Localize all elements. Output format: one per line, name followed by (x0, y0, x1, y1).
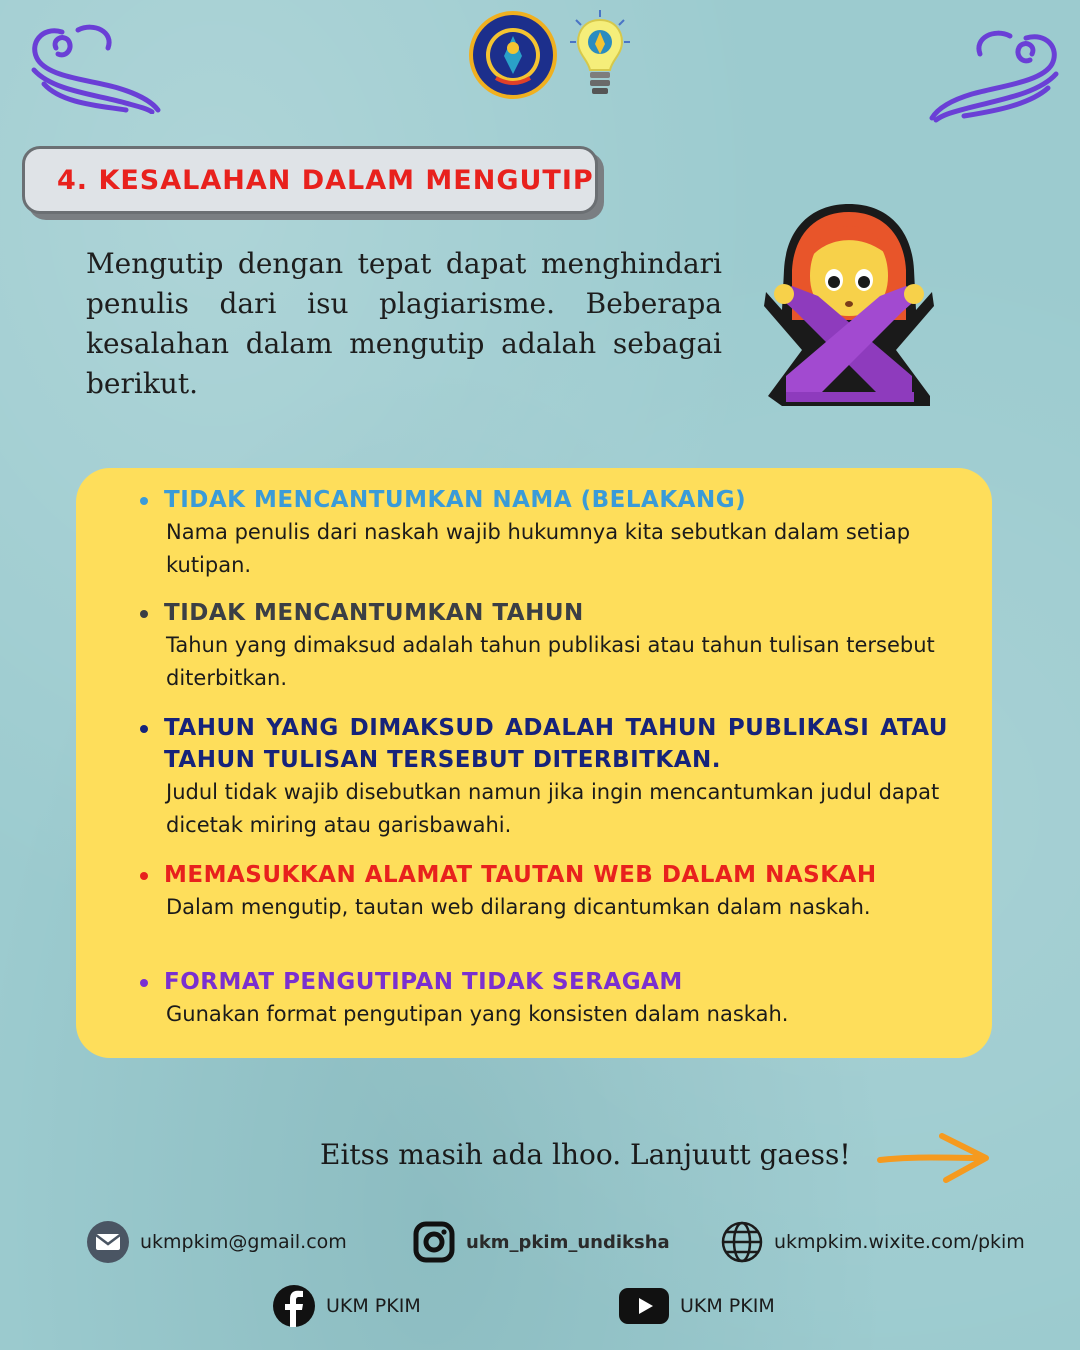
arrow-right-icon[interactable] (876, 1130, 994, 1186)
university-seal-icon (466, 8, 560, 102)
bullet-dot (140, 725, 148, 733)
contact-facebook[interactable] (272, 1284, 421, 1328)
swirl-decoration-left (22, 18, 164, 114)
list-item (138, 712, 948, 842)
list-item (138, 966, 948, 1031)
item-body: Judul tidak wajib disebutkan namun jika ingin mencantumkan judul dapat dicetak miring atau garisbawahi. (166, 780, 940, 837)
intro-paragraph: Mengutip dengan tepat dapat menghindari penulis dari isu plagiarisme. Beberapa kesalahan dalam mengutip adalah sebagai berikut. (86, 247, 722, 400)
globe-icon (720, 1220, 764, 1264)
contact-youtube[interactable] (618, 1284, 775, 1328)
bullet-dot (140, 497, 148, 505)
bullet-dot (140, 610, 148, 618)
item-heading: TAHUN YANG DIMAKSUD ADALAH TAHUN PUBLIKASI ATAU TAHUN TULISAN TERSEBUT DITERBITKAN. (164, 715, 948, 773)
person-gesturing-no-icon (762, 200, 936, 408)
website-url: ukmpkim.wixite.com/pkim (774, 1231, 1025, 1253)
header-logos (466, 8, 632, 102)
contact-website[interactable] (720, 1220, 1025, 1264)
item-body: Nama penulis dari naskah wajib hukumnya kita sebutkan dalam setiap kutipan. (166, 520, 911, 577)
contact-email[interactable] (86, 1220, 347, 1264)
instagram-handle: ukm_pkim_undiksha (466, 1231, 670, 1253)
item-heading: TIDAK MENCANTUMKAN NAMA (BELAKANG) (164, 487, 747, 513)
contact-instagram[interactable] (412, 1220, 670, 1264)
bullet-dot (140, 872, 148, 880)
item-heading: MEMASUKKAN ALAMAT TAUTAN WEB DALAM NASKAH (164, 862, 877, 888)
list-item (138, 484, 948, 582)
bullet-dot (140, 979, 148, 987)
lightbulb-icon (568, 8, 632, 102)
mistakes-card (76, 468, 992, 1058)
item-heading: TIDAK MENCANTUMKAN TAHUN (164, 600, 584, 626)
list-item (138, 597, 948, 695)
instagram-icon (412, 1220, 456, 1264)
facebook-name: UKM PKIM (326, 1295, 421, 1317)
continue-text: Eitss masih ada lhoo. Lanjuutt gaess! (320, 1138, 851, 1171)
item-body: Dalam mengutip, tautan web dilarang dicantumkan dalam naskah. (166, 895, 871, 919)
item-body: Gunakan format pengutipan yang konsisten dalam naskah. (166, 1002, 789, 1026)
section-title: 4. KESALAHAN DALAM MENGUTIP (57, 165, 594, 196)
swirl-decoration-right (924, 28, 1066, 124)
email-icon (86, 1220, 130, 1264)
email-address: ukmpkim@gmail.com (140, 1231, 347, 1253)
youtube-name: UKM PKIM (680, 1295, 775, 1317)
item-heading: FORMAT PENGUTIPAN TIDAK SERAGAM (164, 969, 683, 995)
section-title-pill (22, 146, 598, 214)
facebook-icon (272, 1284, 316, 1328)
list-item (138, 859, 948, 924)
youtube-icon (618, 1284, 670, 1328)
item-body: Tahun yang dimaksud adalah tahun publikasi atau tahun tulisan tersebut diterbitkan. (166, 633, 935, 690)
